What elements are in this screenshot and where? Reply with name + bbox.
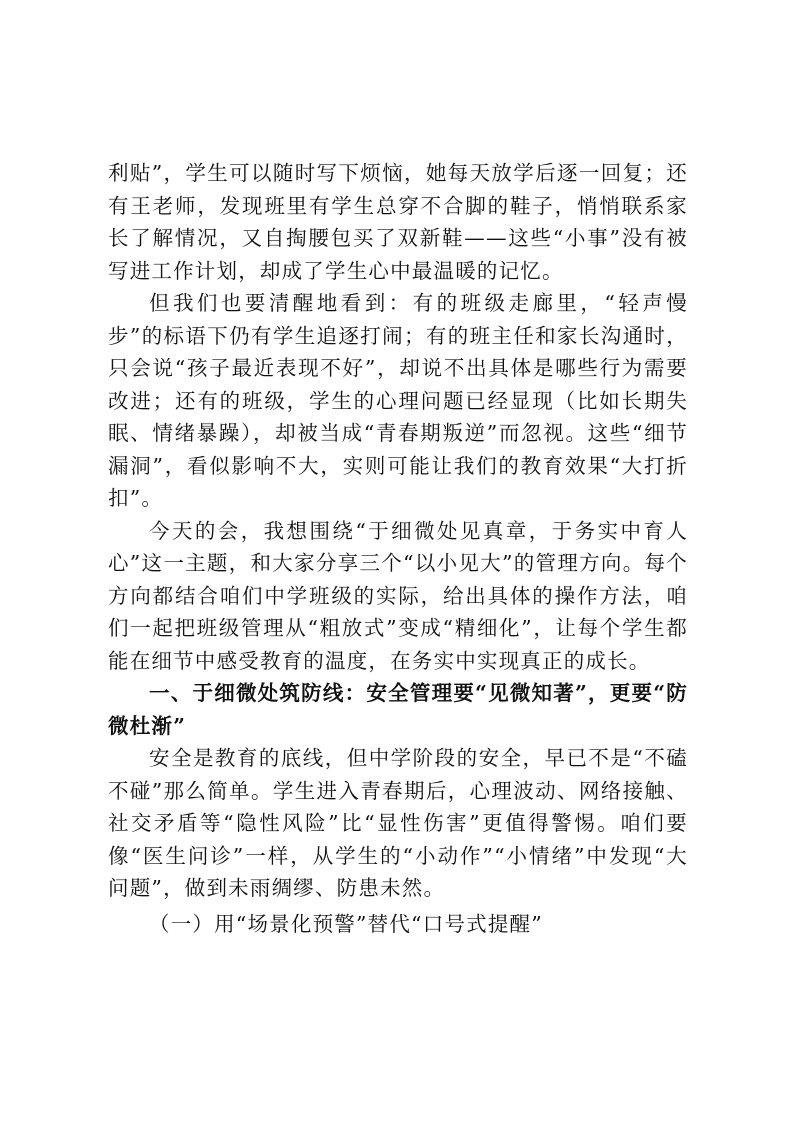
body-paragraph: 今天的会，我想围绕“于细微处见真章，于务实中育人心”这一主题，和大家分享三个“以小见大”的管理方向。每个方向都结合咱们中学班级的实际，给出具体的操作方法，咱们一起把班级管理从“粗放式”变成“精细化”，让每个学生都能在细节中感受教育的温度，在务实中实现真正的成长。 [108, 518, 688, 673]
body-paragraph: 但我们也要清醒地看到：有的班级走廊里，“轻声慢步”的标语下仍有学生追逐打闹；有的班主任和家长沟通时，只会说“孩子最近表现不好”，却说不出具体是哪些行为需要改进；还有的班级，学生的心理问题已经显现（比如长期失眠、情绪暴躁），却被当成“青春期叛逆”而忽视。这些“细节漏洞”，看似影响不大，实则可能让我们的教育效果“大打折扣”。 [108, 291, 688, 510]
document-body [108, 157, 688, 940]
subsection-heading: （一）用“场景化预警”替代“口号式提醒” [149, 911, 543, 936]
body-paragraph-continuation: 利贴”，学生可以随时写下烦恼，她每天放学后逐一回复；还有王老师，发现班里有学生总穿不合脚的鞋子，悄悄联系家长了解情况，又自掏腰包买了双新鞋——这些“小事”没有被写进工作计划，却成了学生心中最温暖的记忆。 [108, 161, 688, 283]
section-heading: 一、于细微处筑防线：安全管理要“见微知著”，更要“防微杜渐” [108, 681, 688, 738]
body-paragraph: 安全是教育的底线，但中学阶段的安全，早已不是“不磕不碰”那么简单。学生进入青春期后，心理波动、网络接触、社交矛盾等“隐性风险”比“显性伤害”更值得警惕。咱们要像“医生问诊”一样，从学生的“小动作”“小情绪”中发现“大问题”，做到未雨绸缪、防患未然。 [108, 746, 688, 900]
